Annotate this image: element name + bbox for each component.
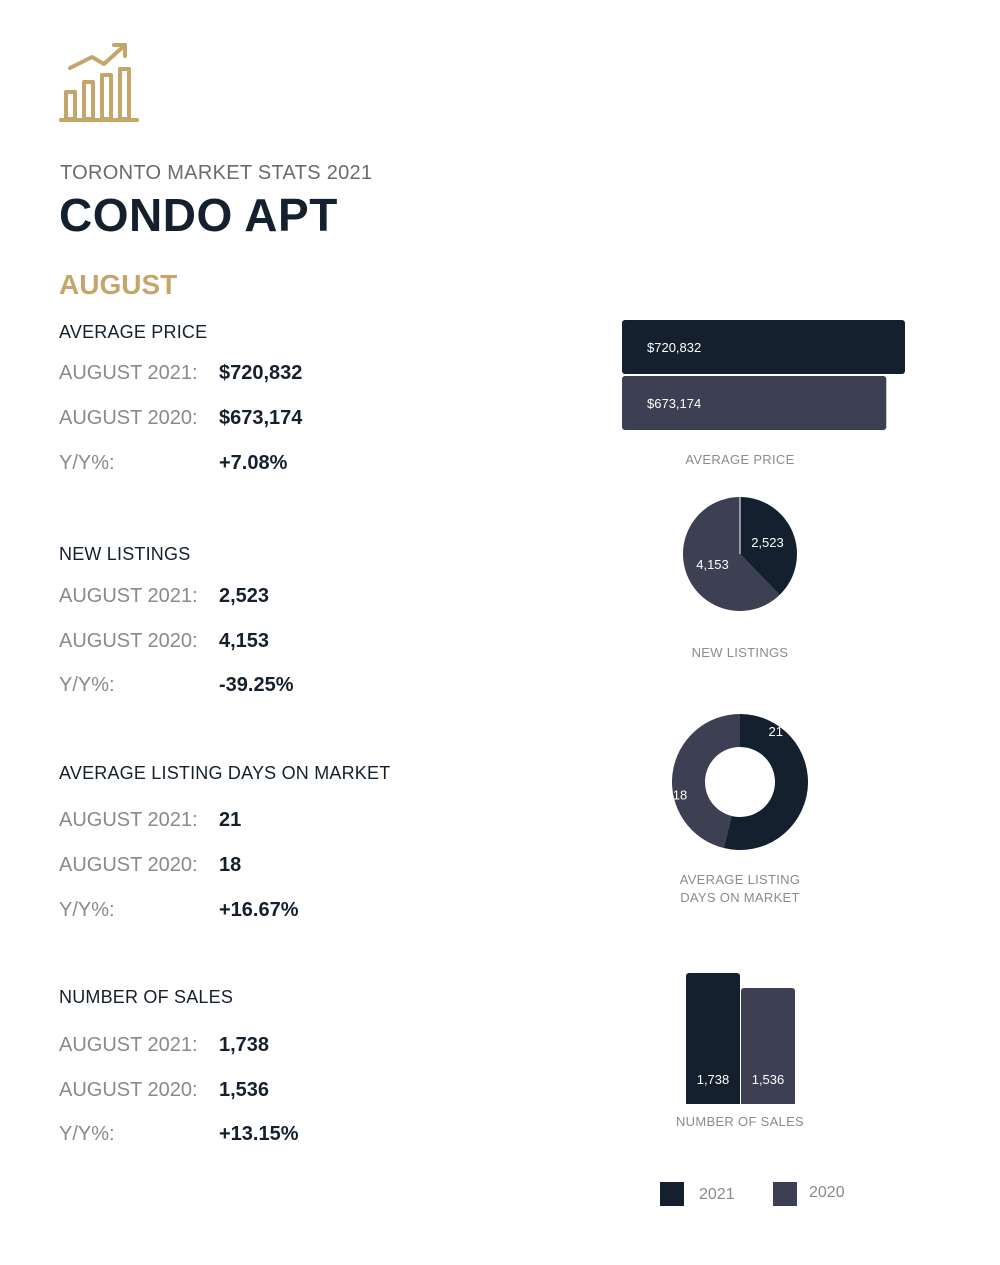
row-label: AUGUST 2021:	[59, 362, 198, 384]
new-listings-pie-chart	[680, 494, 800, 614]
row-label: AUGUST 2020:	[59, 630, 198, 652]
row-label: AUGUST 2020:	[59, 1079, 198, 1101]
row-value: 21	[219, 809, 242, 831]
row-value: +13.15%	[219, 1123, 299, 1145]
row-label: AUGUST 2021:	[59, 1034, 198, 1056]
number-of-sales-bar-chart	[680, 970, 804, 1104]
section-title-average-price: AVERAGE PRICE	[59, 322, 208, 342]
page-title: CONDO APT	[59, 189, 338, 241]
pie-slice-label: 4,153	[696, 557, 729, 573]
average-price-bar-chart	[620, 318, 910, 434]
legend-swatch-2020	[773, 1182, 797, 1206]
bar-value-label: 1,536	[751, 1072, 785, 1087]
section-title-days-on-market: AVERAGE LISTING DAYS ON MARKET	[59, 763, 391, 783]
report-subtitle: TORONTO MARKET STATS 2021	[60, 162, 373, 184]
row-label: AUGUST 2021:	[59, 809, 198, 831]
chart-caption-line: DAYS ON MARKET	[680, 890, 800, 905]
row-label: Y/Y%:	[59, 899, 115, 921]
chart-caption-days-on-market	[620, 871, 860, 907]
bar-value-label: $673,174	[647, 396, 702, 411]
legend-label-2021: 2021	[699, 1186, 735, 1203]
chart-caption-number-of-sales: NUMBER OF SALES	[675, 1114, 805, 1129]
row-value: +7.08%	[219, 452, 288, 474]
legend-label-2020: 2020	[809, 1184, 845, 1201]
row-value: 1,536	[219, 1079, 270, 1101]
row-value: 18	[219, 854, 242, 876]
days-on-market-donut-chart	[668, 710, 812, 854]
row-label: Y/Y%:	[59, 452, 115, 474]
chart-caption-line: AVERAGE LISTING	[679, 872, 801, 887]
row-label: AUGUST 2020:	[59, 407, 198, 429]
row-value: -39.25%	[219, 674, 294, 696]
row-label: AUGUST 2020:	[59, 854, 198, 876]
section-title-number-of-sales: NUMBER OF SALES	[59, 987, 234, 1007]
row-value: 1,738	[219, 1034, 270, 1056]
row-value: $673,174	[219, 407, 303, 429]
row-label: AUGUST 2021:	[59, 585, 198, 607]
row-value: $720,832	[219, 362, 303, 384]
month-heading: AUGUST	[59, 269, 178, 300]
row-value: 4,153	[219, 630, 270, 652]
section-title-new-listings: NEW LISTINGS	[59, 544, 191, 564]
row-value: 2,523	[219, 585, 270, 607]
donut-slice-label: 18	[672, 787, 688, 803]
chart-caption-average-price: AVERAGE PRICE	[685, 452, 795, 467]
bar-value-label: 1,738	[696, 1072, 730, 1087]
pie-slice-label: 2,523	[751, 534, 784, 550]
chart-caption-new-listings: NEW LISTINGS	[691, 645, 789, 660]
row-value: +16.67%	[219, 899, 299, 921]
bar-value-label: $720,832	[647, 340, 702, 355]
growth-chart-icon	[58, 40, 142, 124]
legend-swatch-2021	[660, 1182, 684, 1206]
donut-slice-label: 21	[768, 723, 783, 739]
row-label: Y/Y%:	[59, 1123, 115, 1145]
row-label: Y/Y%:	[59, 674, 115, 696]
